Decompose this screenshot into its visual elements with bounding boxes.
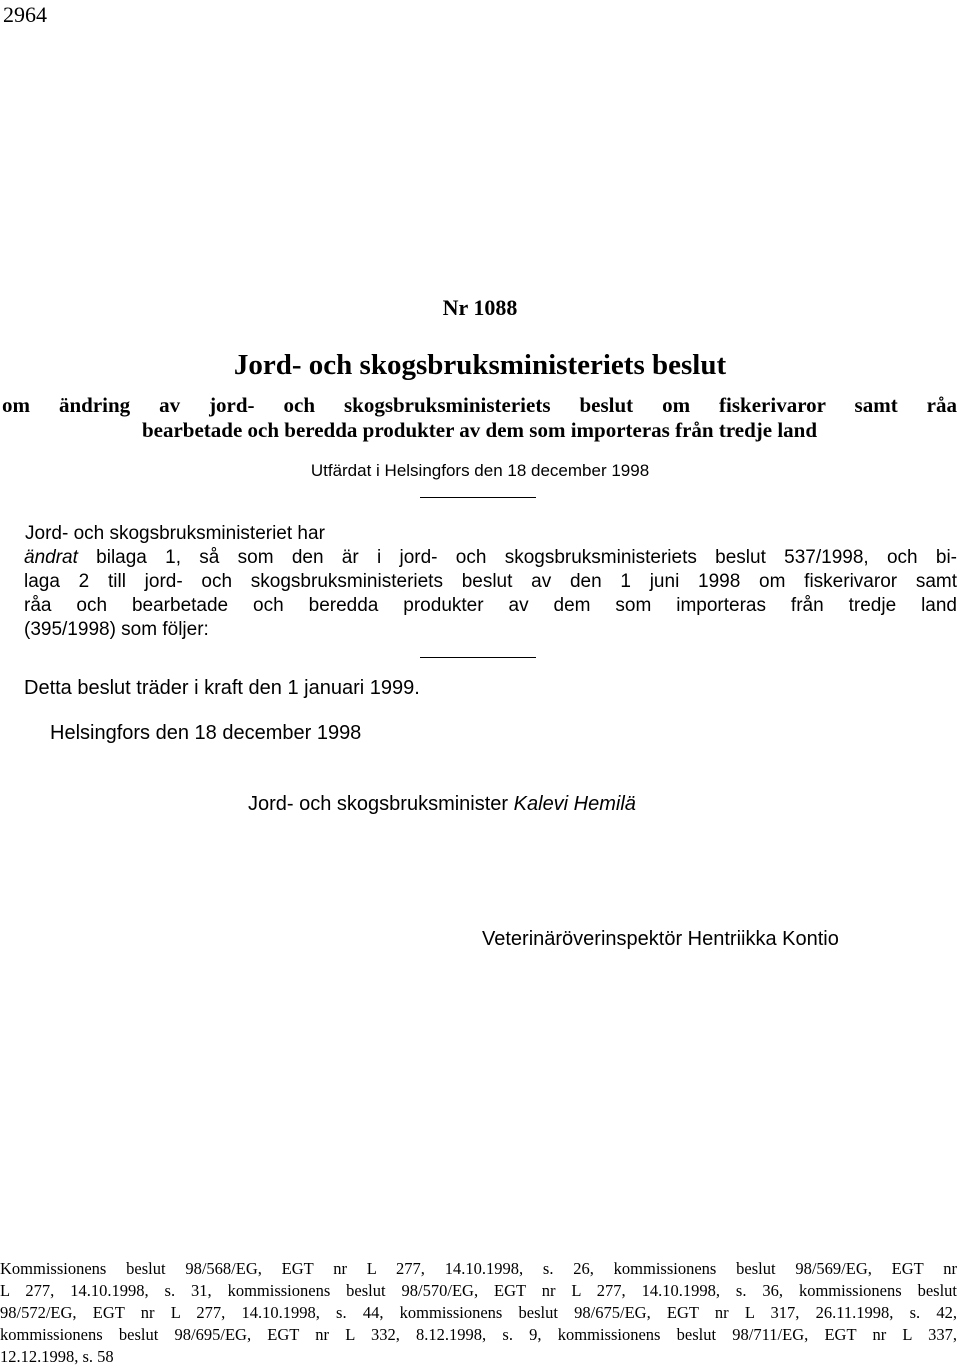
document-title: Jord- och skogsbruksministeriets beslut	[233, 349, 727, 381]
footnote	[0, 1258, 957, 1368]
subtitle-line: bearbetade och beredda produkter av dem som importeras från tredje land	[141, 418, 818, 442]
body-line: laga 2 till jord- och skogsbruksministeriets beslut av den 1 juni 1998 om fiskerivaror samt	[24, 571, 957, 592]
place-and-date: Helsingfors den 18 december 1998	[50, 722, 362, 744]
separator-rule	[420, 657, 536, 658]
footnote-line: kommissionens beslut 98/695/EG, EGT nr L 332, 8.12.1998, s. 9, kommissionens beslut 98/711/EG, EGT nr L 337,	[0, 1325, 957, 1344]
subtitle-line: om ändring av jord- och skogsbruksministeriets beslut om fiskerivaror samt råa	[2, 393, 957, 417]
page-number: 2964	[3, 2, 47, 27]
document-subtitle	[2, 393, 957, 443]
footnote-line: 12.12.1998, s. 58	[0, 1347, 114, 1366]
issued-date: Utfärdat i Helsingfors den 18 december 1998	[310, 461, 650, 480]
inspector-signature: Veterinäröverinspektör Hentriikka Kontio	[482, 928, 839, 950]
minister-signature	[248, 790, 636, 818]
body-line-text: bilaga 1, så som den är i jord- och skogsbruksministeriets beslut 537/1998, och bi-	[77, 547, 957, 568]
minister-name: Kalevi Hemilä	[513, 793, 636, 815]
footnote-line: 98/572/EG, EGT nr L 277, 14.10.1998, s. 44, kommissionens beslut 98/675/EG, EGT nr L 317, 26.11.1998, s. 42,	[0, 1303, 957, 1322]
separator-rule	[420, 497, 536, 498]
document-number: Nr 1088	[442, 295, 518, 320]
minister-title: Jord- och skogsbruksminister	[248, 793, 509, 815]
entry-into-force: Detta beslut träder i kraft den 1 januari 1999.	[24, 677, 420, 699]
body-line: råa och bearbetade och beredda produkter av dem som importeras från tredje land	[24, 595, 957, 616]
body-line	[24, 546, 957, 570]
amended-keyword: ändrat	[24, 547, 78, 568]
body-line: (395/1998) som följer:	[24, 619, 209, 640]
footnote-line: L 277, 14.10.1998, s. 31, kommissionens beslut 98/570/EG, EGT nr L 277, 14.10.1998, s. 36, kommissionens beslut	[0, 1281, 957, 1300]
decision-body	[24, 522, 957, 642]
body-intro: Jord- och skogsbruksministeriet har	[25, 523, 325, 544]
footnote-line: Kommissionens beslut 98/568/EG, EGT nr L 277, 14.10.1998, s. 26, kommissionens beslut 98/569/EG, EGT nr	[0, 1259, 957, 1278]
